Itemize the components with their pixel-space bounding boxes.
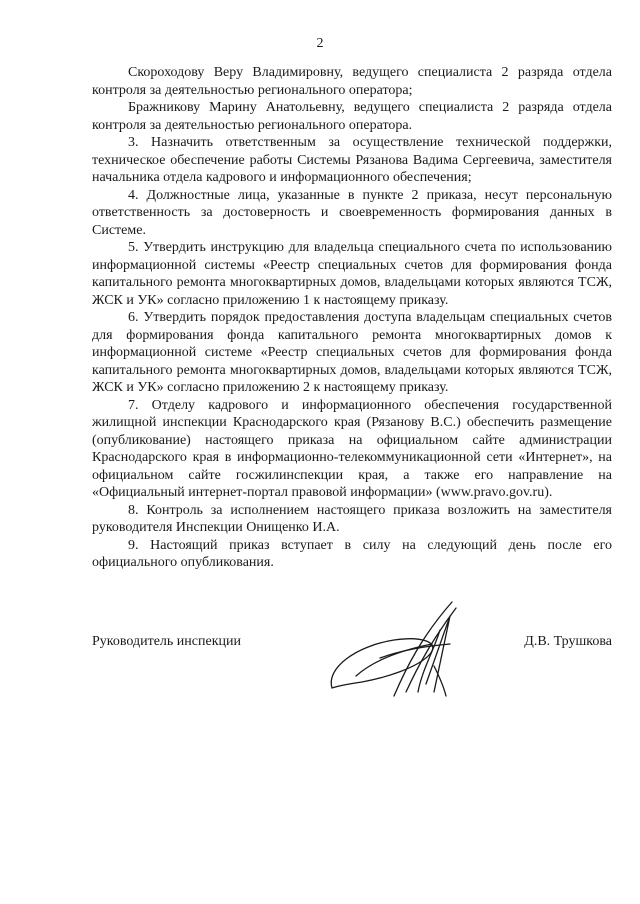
paragraph-8: 8. Контроль за исполнением настоящего приказа возложить на заместителя руководителя Инспекции Онищенко И.А.: [92, 502, 612, 535]
paragraph-6: 6. Утвердить порядок предоставления доступа владельцам специальных счетов для формирования фонда капитального ремонта многоквартирных домов к информационной системе «Реестр специальных счетов для формирования фонда капитального ремонта многоквартирных домов, владельцами которых являются ТСЖ, ЖСК и УК» согласно приложению 2 к настоящему приказу.: [92, 310, 612, 395]
paragraph-5: 5. Утвердить инструкцию для владельца специального счета по использованию информационной системы «Реестр специальных счетов для формирования фонда капитального ремонта многоквартирных домов, владельцами которых являются ТСЖ, ЖСК и УК» согласно приложению 1 к настоящему приказу.: [92, 240, 612, 308]
signatory-title: Руководитель инспекции: [92, 634, 241, 649]
signatory-name: Д.В. Трушкова: [524, 634, 612, 649]
handwritten-signature: [322, 596, 472, 706]
paragraph-7: 7. Отделу кадрового и информационного обеспечения государственной жилищной инспекции Краснодарского края (Рязанову В.С.) обеспечить размещение (опубликование) настоящего приказа на официальном сайте администрации Краснодарского края в информационно-телекоммуникационной сети «Интернет», на официальном сайте госжилинспекции края, а также его направление на «Официальный интернет-портал правовой информации» (www.pravo.gov.ru).: [92, 397, 612, 500]
paragraph-1: Скороходову Веру Владимировну, ведущего специалиста 2 разряда отдела контроля за деятельностью регионального оператора;: [92, 65, 612, 98]
document-body: [92, 64, 612, 572]
page-number: 2: [316, 36, 324, 51]
paragraph-3: 3. Назначить ответственным за осуществление технической поддержки, техническое обеспечение работы Системы Рязанова Вадима Сергеевича, заместителя начальника отдела кадрового и информационного обеспечения;: [92, 135, 612, 185]
paragraph-9: 9. Настоящий приказ вступает в силу на следующий день после его официального опубликования.: [92, 537, 612, 570]
paragraph-4: 4. Должностные лица, указанные в пункте 2 приказа, несут персональную ответственность за достоверность и своевременность формирования данных в Системе.: [92, 187, 612, 238]
paragraph-2: Бражникову Марину Анатольевну, ведущего специалиста 2 разряда отдела контроля за деятельностью регионального оператора.: [92, 100, 612, 133]
